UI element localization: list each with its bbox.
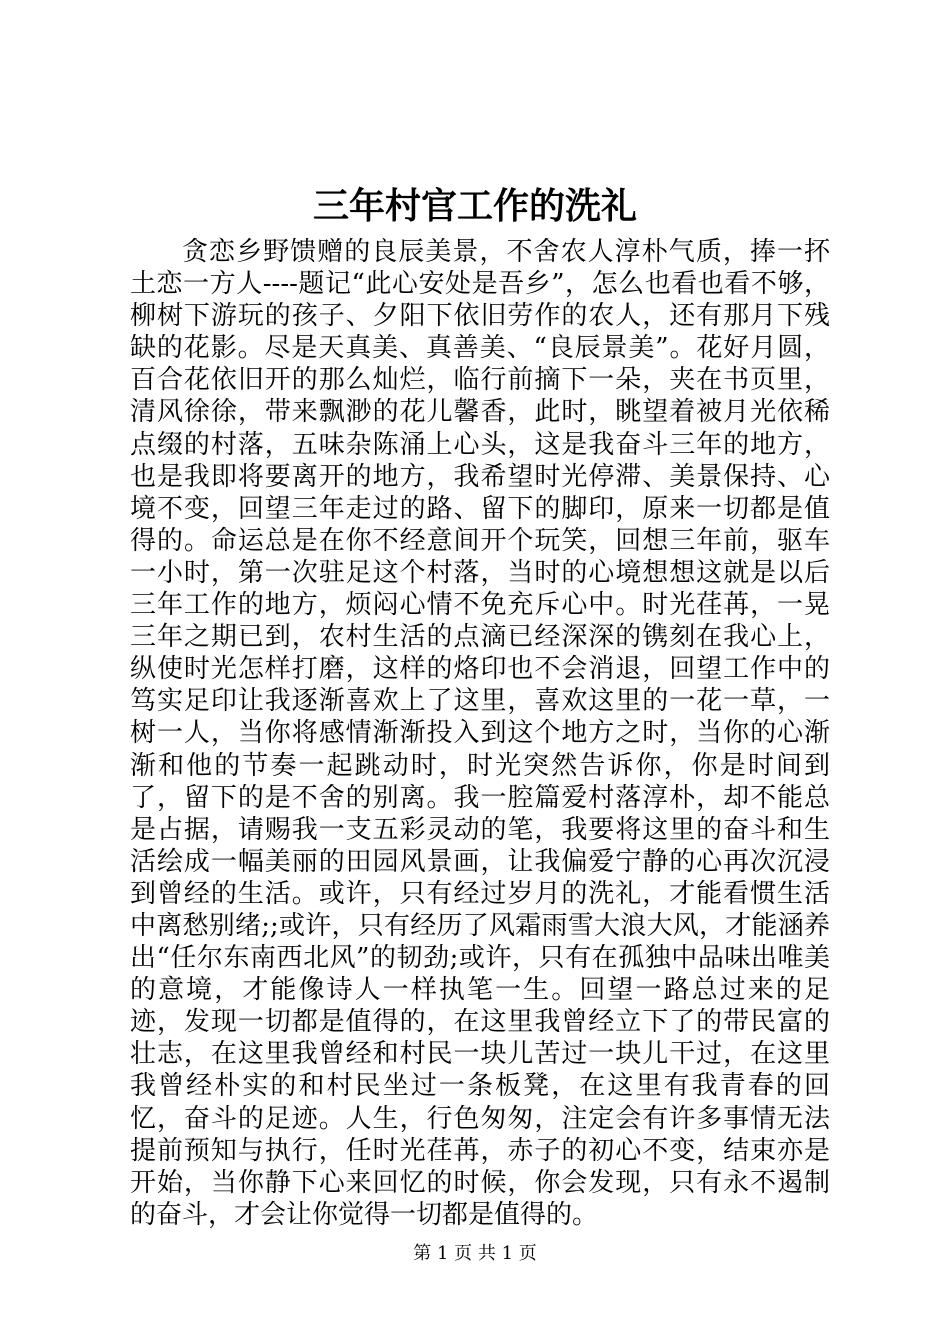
document-body-paragraph: 贪恋乡野馈赠的良辰美景，不舍农人淳朴气质，捧一抔土恋一方人----题记“此心安处是吾乡”，怎么也看也看不够，柳树下游玩的孩子、夕阳下依旧劳作的农人，还有那月下残缺的花影。尽是天真美、真善美、“良辰景美”。花好月圆，百合花依旧开的那么灿烂，临行前摘下一朵，夹在书页里，清风徐徐，带来飘渺的花儿馨香，此时，眺望着被月光依稀点缀的村落，五味杂陈涌上心头，这是我奋斗三年的地方，也是我即将要离开的地方，我希望时光停滞、美景保持、心境不变，回望三年走过的路、留下的脚印，原来一切都是值得的。命运总是在你不经意间开个玩笑，回想三年前，驱车一小时，第一次驻足这个村落，当时的心境想想这就是以后三年工作的地方，烦闷心情不免充斥心中。时光荏苒，一晃三年之期已到，农村生活的点滴已经深深的镌刻在我心上，纵使时光怎样打磨，这样的烙印也不会消退，回望工作中的笃实足印让我逐渐喜欢上了这里，喜欢这里的一花一草，一树一人，当你将感情渐渐投入到这个地方之时，当你的心渐渐和他的节奏一起跳动时，时光突然告诉你，你是时间到了，留下的是不舍的别离。我一腔篇爱村落淳朴，却不能总是占据，请赐我一支五彩灵动的笔，我要将这里的奋斗和生活绘成一幅美丽的田园风景画，让我偏爱宁静的心再次沉浸到曾经的生活。或许，只有经过岁月的洗礼，才能看惯生活中离愁别绪;;或许，只有经历了风霜雨雪大浪大风，才能涵养出“任尔东南西北风”的韧劲;或许，只有在孤独中品味出唯美的意境，才能像诗人一样执笔一生。回望一路总过来的足迹，发现一切都是值得的，在这里我曾经立下了的带民富的壮志，在这里我曾经和村民一块儿苦过一块儿干过，在这里我曾经朴实的和村民坐过一条板凳，在这里有我青春的回忆，奋斗的足迹。人生，行色匆匆，注定会有许多事情无法提前预知与执行，任时光荏苒，赤子的初心不变，结束亦是开始，当你静下心来回忆的时候，你会发现，只有永不遏制的奋斗，才会让你觉得一切都是值得的。 (130, 237, 830, 1230)
document-title: 三年村官工作的洗礼 (312, 185, 637, 227)
page-number-footer: 第 1 页 共 1 页 (413, 1243, 537, 1264)
